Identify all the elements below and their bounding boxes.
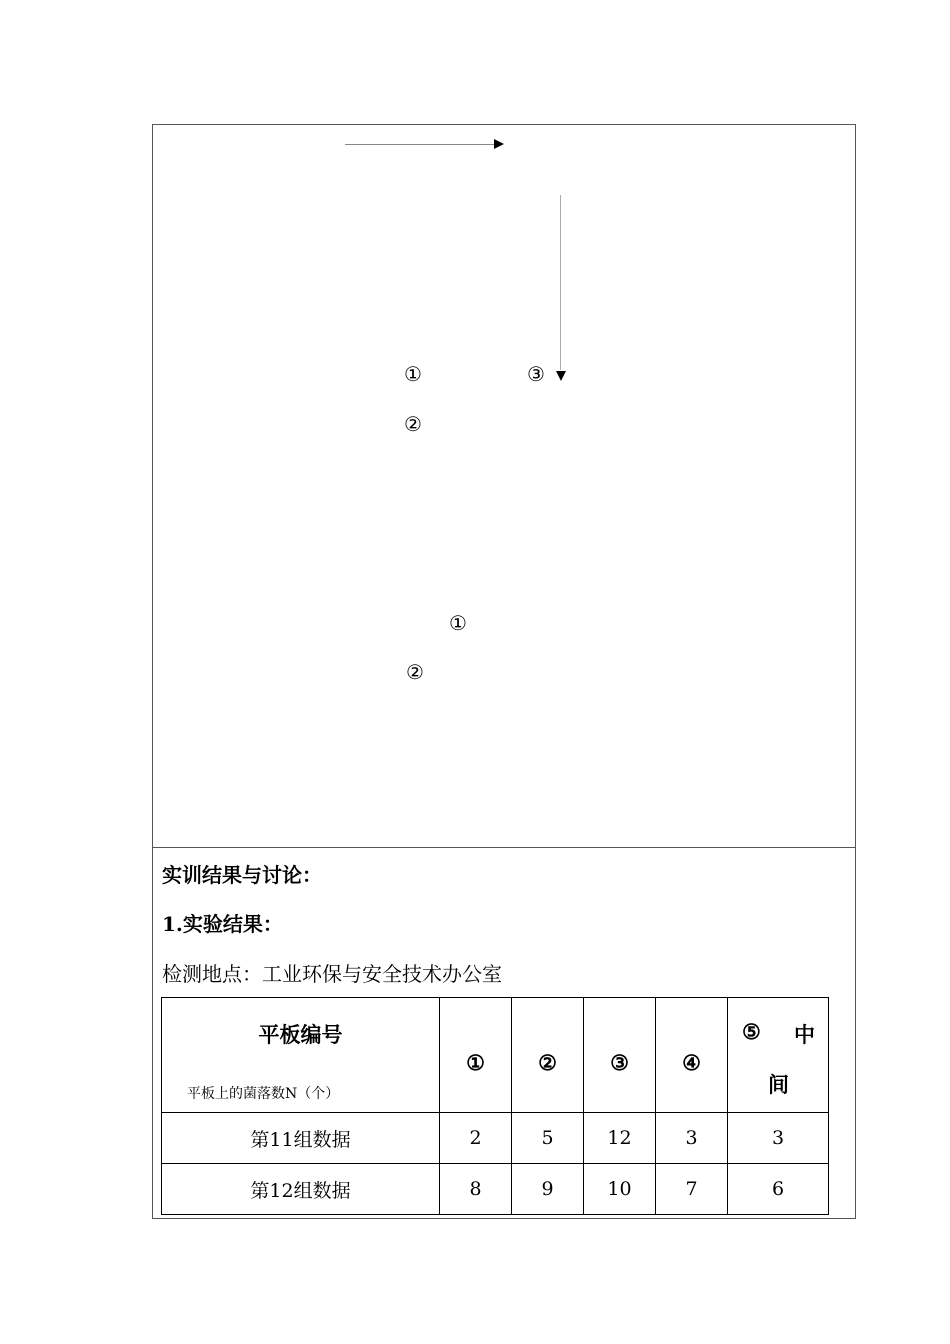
column-header: ③ xyxy=(584,998,656,1113)
table-cell: 3 xyxy=(728,1113,829,1164)
table-cell: 10 xyxy=(584,1164,656,1215)
colony-count-label: 平板上的菌落数N（个） xyxy=(187,1086,340,1102)
row-label: 第12组数据 xyxy=(162,1164,440,1215)
column-header: ② xyxy=(512,998,584,1113)
arrow-down-icon xyxy=(556,371,566,381)
plate-number-label: 平板编号 xyxy=(258,1022,343,1047)
section-divider xyxy=(152,847,856,848)
column-header-five: ⑤ xyxy=(742,1019,761,1044)
table-cell: 7 xyxy=(656,1164,728,1215)
table-cell: 6 xyxy=(728,1164,829,1215)
table-cell: 12 xyxy=(584,1113,656,1164)
marker-lower-1: ① xyxy=(449,611,467,635)
table-cell: 9 xyxy=(512,1164,584,1215)
marker-upper-2: ② xyxy=(404,412,422,436)
results-heading: 实训结果与讨论： xyxy=(162,863,322,887)
column-header-middle-a: 中 xyxy=(794,1022,815,1047)
table-row xyxy=(162,1113,829,1164)
marker-upper-3: ③ xyxy=(527,362,545,386)
marker-upper-1: ① xyxy=(404,362,422,386)
vertical-arrow-line xyxy=(560,195,561,370)
table-cell: 2 xyxy=(440,1113,512,1164)
marker-lower-2: ② xyxy=(406,660,424,684)
column-header-middle xyxy=(728,998,829,1113)
column-header-middle-b: 间 xyxy=(768,1072,789,1097)
horizontal-arrow-line xyxy=(345,144,495,145)
colony-count-table xyxy=(161,997,829,1215)
corner-header-cell xyxy=(162,998,440,1113)
table-cell: 5 xyxy=(512,1113,584,1164)
column-header: ① xyxy=(440,998,512,1113)
location-text: 检测地点：工业环保与安全技术办公室 xyxy=(162,962,502,986)
column-header: ④ xyxy=(656,998,728,1113)
table-cell: 8 xyxy=(440,1164,512,1215)
arrow-right-icon xyxy=(494,139,504,149)
row-label: 第11组数据 xyxy=(162,1113,440,1164)
results-subheading: 1.实验结果： xyxy=(162,912,283,936)
table-row xyxy=(162,1164,829,1215)
table-cell: 3 xyxy=(656,1113,728,1164)
table-header-row xyxy=(162,998,829,1113)
